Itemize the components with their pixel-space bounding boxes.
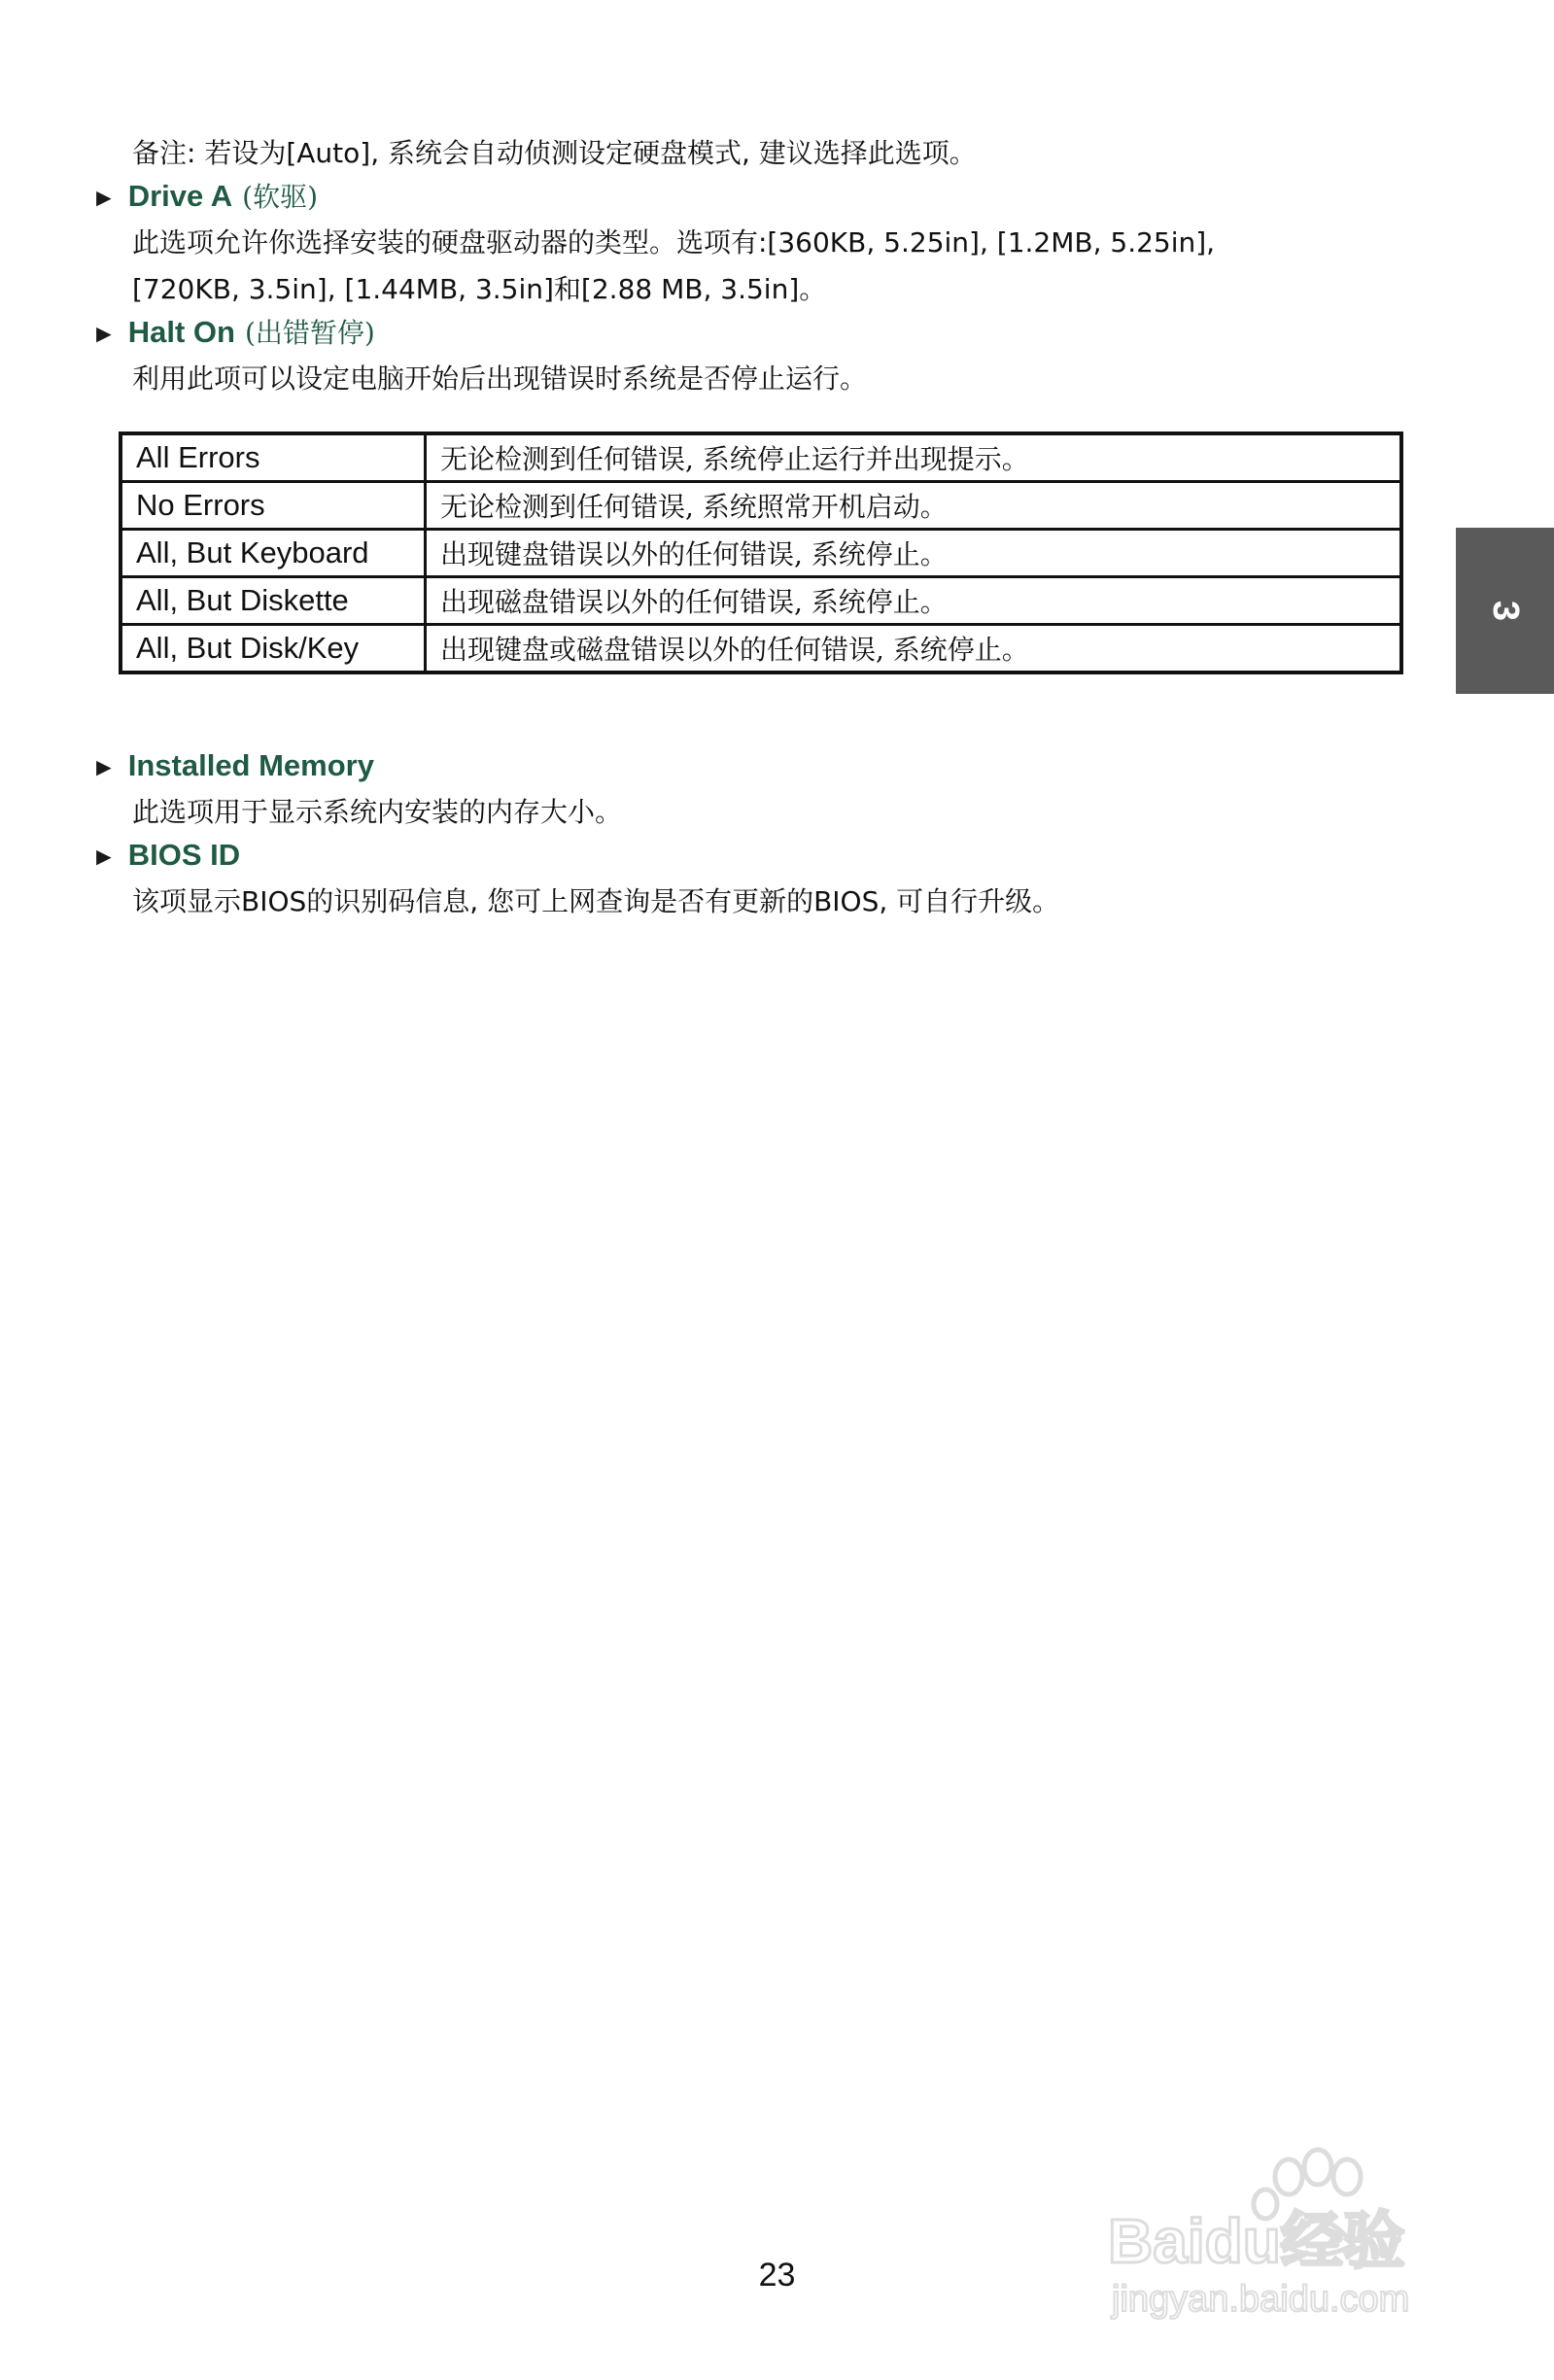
halt-on-options-table (119, 431, 1403, 674)
bios-id-title: BIOS ID (127, 838, 241, 872)
triangle-bullet-icon: ► (91, 842, 117, 871)
halt-on-subtitle: (出错暂停) (244, 317, 375, 349)
chapter-tab (1456, 528, 1554, 694)
triangle-bullet-icon: ► (91, 183, 117, 212)
drive-a-desc-line2: [720KB, 3.5in], [1.44MB, 3.5in]和[2.88 MB, 3.5in]。 (132, 273, 827, 305)
watermark-brand: Baidu经验 (1108, 2206, 1405, 2276)
halt-on-title: Halt On (127, 315, 235, 349)
chapter-number: 3 (1484, 600, 1526, 622)
option-cell: All, But Diskette (121, 577, 426, 625)
table-row (121, 577, 1401, 625)
table-row (121, 433, 1401, 482)
bios-id-desc: 该项显示BIOS的识别码信息, 您可上网查询是否有更新的BIOS, 可自行升级。 (132, 885, 1060, 917)
option-cell: All Errors (121, 433, 426, 482)
bios-id-heading (91, 834, 240, 878)
triangle-bullet-icon: ► (91, 752, 117, 781)
auto-note: 备注: 若设为[Auto], 系统会自动侦测设定硬盘模式, 建议选择此选项。 (132, 137, 977, 169)
halt-on-desc: 利用此项可以设定电脑开始后出现错误时系统是否停止运行。 (132, 362, 868, 395)
watermark-url: jingyan.baidu.com (1112, 2279, 1410, 2320)
installed-memory-desc: 此选项用于显示系统内安装的内存大小。 (132, 796, 623, 828)
drive-a-subtitle: (软驱) (242, 181, 318, 213)
installed-memory-title: Installed Memory (127, 748, 374, 782)
table-row (121, 625, 1401, 673)
installed-memory-heading (91, 744, 374, 788)
description-cell: 无论检测到任何错误, 系统停止运行并出现提示。 (426, 433, 1402, 482)
description-cell: 无论检测到任何错误, 系统照常开机启动。 (426, 482, 1402, 530)
option-cell: All, But Keyboard (121, 530, 426, 577)
drive-a-title: Drive A (127, 179, 233, 213)
triangle-bullet-icon: ► (91, 319, 117, 348)
description-cell: 出现磁盘错误以外的任何错误, 系统停止。 (426, 577, 1402, 625)
page-number: 23 (758, 2257, 796, 2294)
description-cell: 出现键盘错误以外的任何错误, 系统停止。 (426, 530, 1402, 577)
table-row (121, 482, 1401, 530)
option-cell: All, But Disk/Key (121, 625, 426, 673)
drive-a-desc-line1: 此选项允许你选择安装的硬盘驱动器的类型。选项有:[360KB, 5.25in], [1.2MB, 5.25in], (132, 226, 1216, 259)
drive-a-heading (91, 175, 318, 219)
baidu-watermark (1098, 2138, 1468, 2323)
option-cell: No Errors (121, 482, 426, 530)
description-cell: 出现键盘或磁盘错误以外的任何错误, 系统停止。 (426, 625, 1402, 673)
halt-on-heading (91, 311, 375, 355)
table-row (121, 530, 1401, 577)
